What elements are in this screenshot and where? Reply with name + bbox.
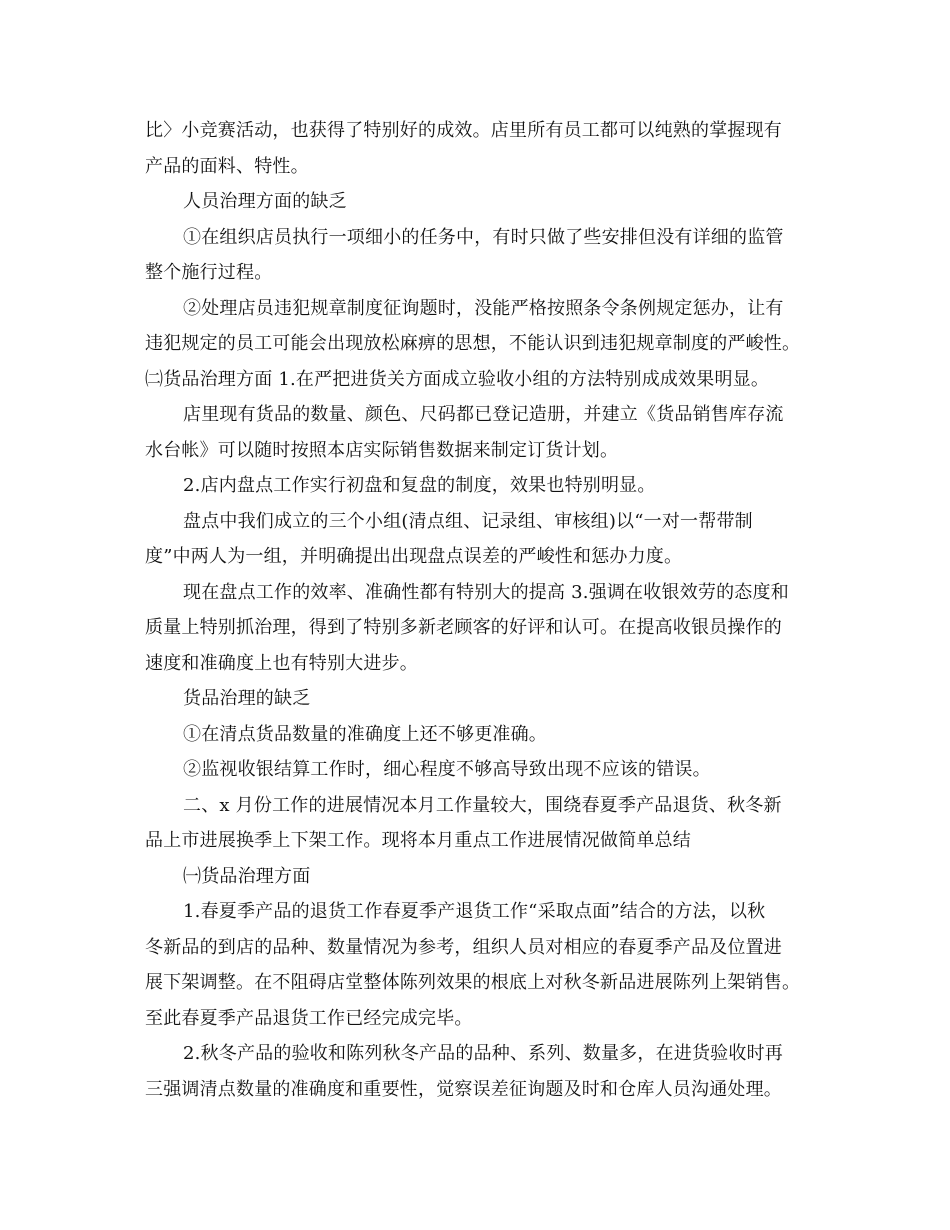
text-line: 2.秋冬产品的验收和陈列秋冬产品的品种、系列、数量多，在进货验收时再 bbox=[183, 1043, 783, 1064]
paragraph bbox=[145, 220, 815, 291]
text-line: 违犯规定的员工可能会出现放松麻痹的思想，不能认识到违犯规章制度的严峻性。 bbox=[145, 333, 801, 354]
text-line: 产品的面料、特性。 bbox=[145, 155, 309, 177]
text-line: ㈠货品治理方面 bbox=[183, 865, 311, 887]
text-line: 度”中两人为一组，并明确提出出现盘点误差的严峻性和惩办力度。 bbox=[145, 546, 683, 567]
paragraph bbox=[145, 859, 815, 895]
text-line: 品上市进展换季上下架工作。现将本月重点工作进展情况做简单总结 bbox=[145, 830, 691, 851]
paragraph bbox=[145, 752, 815, 788]
text-line: ①在组织店员执行一项细小的任务中，有时只做了些安排但没有详细的监管 bbox=[183, 226, 784, 248]
text-line: 人员治理方面的缺乏 bbox=[183, 191, 347, 212]
paragraph bbox=[145, 788, 815, 859]
text-line: 1.春夏季产品的退货工作春夏季产退货工作“采取点面”结合的方法，以秋 bbox=[183, 901, 766, 922]
paragraph bbox=[145, 184, 815, 220]
paragraph bbox=[145, 717, 815, 753]
text-line: 现在盘点工作的效率、准确性都有特别大的提高 3.强调在收银效劳的态度和 bbox=[183, 581, 789, 603]
text-line: 二、x 月份工作的进展情况本月工作量较大，围绕春夏季产品退货、秋冬新 bbox=[183, 794, 782, 816]
text-line: 至此春夏季产品退货工作已经完成完毕。 bbox=[145, 1007, 473, 1029]
paragraph bbox=[145, 291, 815, 362]
text-line: ②处理店员违犯规章制度征询题时，没能严格按照条令条例规定惩办，让有 bbox=[183, 297, 784, 319]
document-body bbox=[145, 113, 815, 1107]
text-line: ㈡货品治理方面 1.在严把进货关方面成立验收小组的方法特别成成效果明显。 bbox=[145, 368, 770, 390]
paragraph bbox=[145, 362, 815, 398]
paragraph bbox=[145, 504, 815, 575]
text-line: 店里现有货品的数量、颜色、尺码都已登记造册，并建立《货品销售库存流 bbox=[183, 404, 784, 425]
paragraph bbox=[145, 468, 815, 504]
text-line: 速度和准确度上也有特别大进步。 bbox=[145, 652, 418, 674]
paragraph bbox=[145, 575, 815, 682]
text-line: 整个施行过程。 bbox=[145, 262, 273, 283]
paragraph bbox=[145, 894, 815, 1036]
text-line: 2.店内盘点工作实行初盘和复盘的制度，效果也特别明显。 bbox=[183, 475, 656, 496]
text-line: 比〉小竞赛活动，也获得了特别好的成效。店里所有员工都可以纯熟的掌握现有 bbox=[145, 120, 782, 141]
text-line: ①在清点货品数量的准确度上还不够更准确。 bbox=[183, 723, 547, 745]
text-line: 质量上特别抓治理，得到了特别多新老顾客的好评和认可。在提高收银员操作的 bbox=[145, 617, 782, 638]
text-line: 货品治理的缺乏 bbox=[183, 688, 311, 709]
text-line: 展下架调整。在不阻碍店堂整体陈列效果的根底上对秋冬新品进展陈列上架销售。 bbox=[145, 972, 801, 993]
text-line: 盘点中我们成立的三个小组(清点组、记录组、审核组)以“一对一帮带制 bbox=[183, 510, 753, 532]
text-line: 三强调清点数量的准确度和重要性，觉察误差征询题及时和仓库人员沟通处理。 bbox=[145, 1078, 782, 1100]
paragraph bbox=[145, 113, 815, 184]
paragraph bbox=[145, 397, 815, 468]
paragraph bbox=[145, 681, 815, 717]
text-line: 水台帐》可以随时按照本店实际销售数据来制定订货计划。 bbox=[145, 439, 619, 461]
paragraph bbox=[145, 1036, 815, 1107]
text-line: ②监视收银结算工作时，细心程度不够高导致出现不应该的错误。 bbox=[183, 759, 711, 780]
text-line: 冬新品的到店的品种、数量情况为参考，组织人员对相应的春夏季产品及位置进 bbox=[145, 936, 782, 958]
